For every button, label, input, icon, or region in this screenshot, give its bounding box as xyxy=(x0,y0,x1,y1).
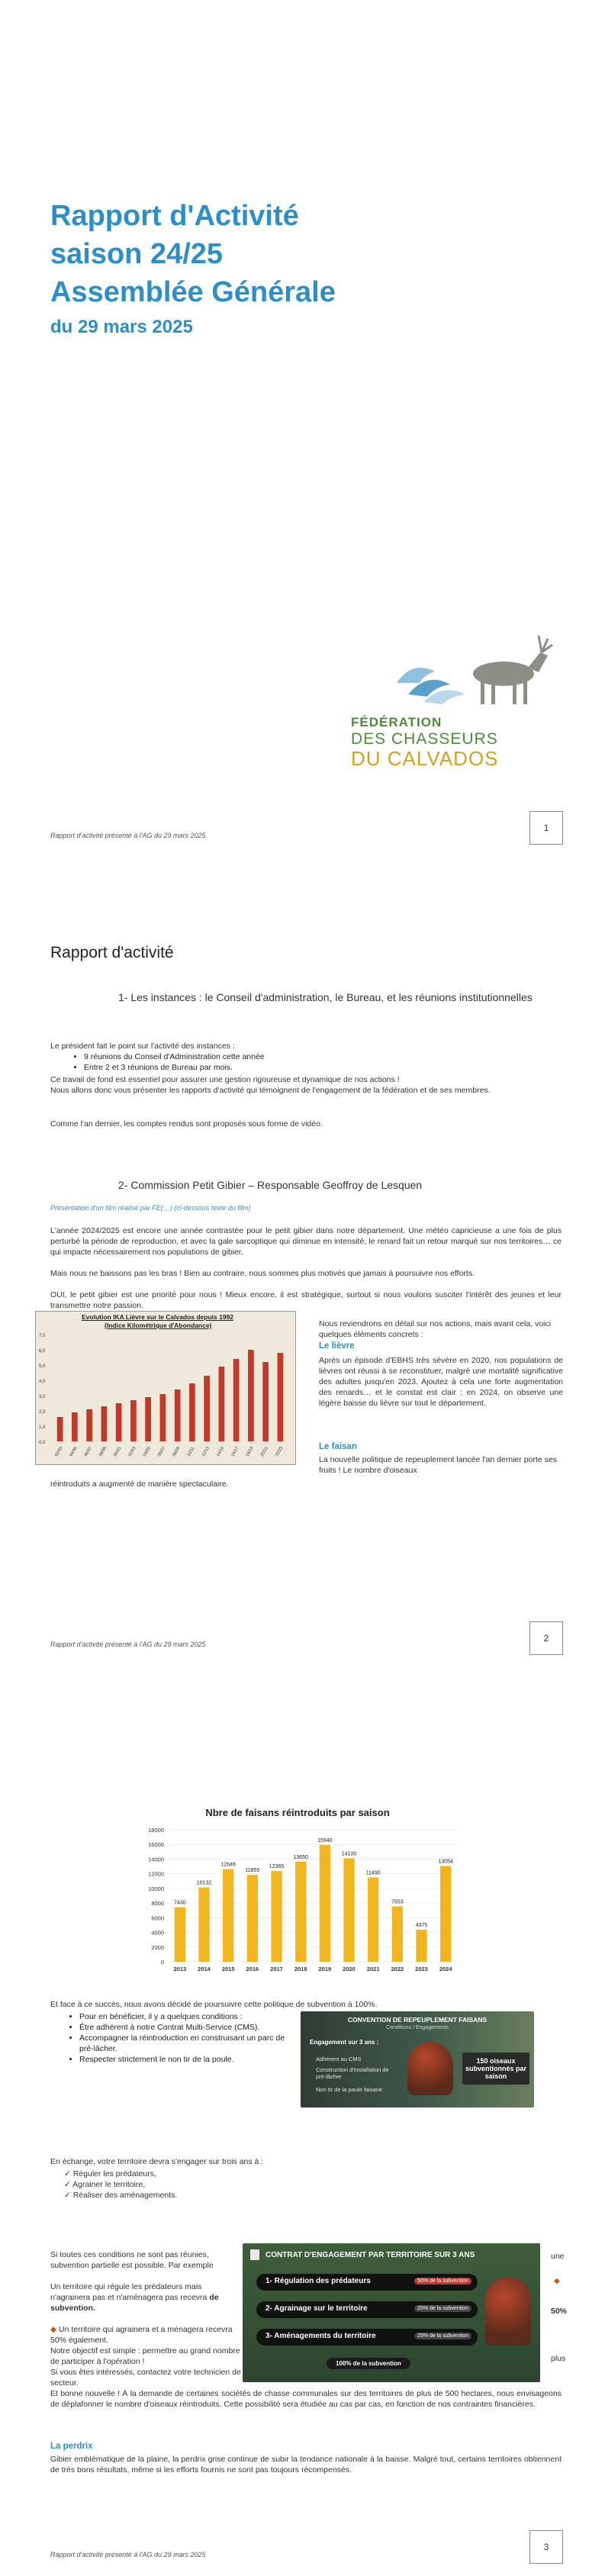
faisan-x-tick: 2017 xyxy=(270,1966,283,1972)
faisan-x-tick: 2021 xyxy=(366,1966,380,1972)
faisan-bar xyxy=(175,1908,185,1962)
faisan-y-tick: 4000 xyxy=(151,1929,164,1937)
conditions-list xyxy=(64,2011,293,2065)
faisan-y-tick: 2000 xyxy=(151,1943,164,1951)
cover-title-line3: Assemblée Générale xyxy=(50,276,336,308)
faisan-bar xyxy=(416,1930,426,1962)
ika-y-tick: 0,0 xyxy=(39,1441,46,1445)
faisan-y-tick: 8000 xyxy=(151,1900,164,1908)
card1-title: CONVENTION DE REPEUPLEMENT FAISANS xyxy=(347,2016,488,2024)
pheasant-image xyxy=(407,2042,453,2095)
ika-bar xyxy=(130,1400,137,1441)
card1-item: Construction d'installation de pré-lâcher xyxy=(316,2066,389,2080)
faisan-data-label: 15940 xyxy=(317,1837,333,1843)
section1-title: 1- Les instances : le Conseil d'administration, le Bureau, et les réunions institutionnelles xyxy=(118,991,533,1003)
ika-x-tick: 10/11 xyxy=(186,1446,196,1457)
right-fragment: 50% xyxy=(551,2307,568,2316)
cover-date: du 29 mars 2025 xyxy=(50,317,193,337)
ika-bar xyxy=(248,1350,254,1441)
deer-bird-logo-icon xyxy=(351,630,565,706)
ika-x-tick: 22/23 xyxy=(275,1446,285,1457)
commitment-intro: En échange, votre territoire devra s'engager sur trois ans à : xyxy=(50,2157,264,2166)
ika-chart-svg xyxy=(36,1312,295,1464)
page-number-1: 1 xyxy=(529,811,563,845)
section1-para1: Ce travail de fond est essentiel pour assurer une gestion rigoureuse et dynamique de nos actions ! xyxy=(50,1075,400,1084)
list-item: • Respecter strictement le non tir de la poule. xyxy=(79,2054,293,2065)
ika-x-tick: 06/07 xyxy=(157,1446,167,1457)
ika-y-tick: 2,0 xyxy=(39,1410,46,1415)
faisan-para-cont: réintroduits a augmenté de manière spectaculaire. xyxy=(50,1480,229,1489)
faisan-x-tick: 2024 xyxy=(439,1966,452,1972)
ika-chart xyxy=(35,1311,296,1465)
faisan-y-tick: 0 xyxy=(160,1959,164,1966)
faisan-bar xyxy=(392,1906,403,1962)
convention-card xyxy=(301,2011,534,2107)
ika-x-tick: 12/13 xyxy=(201,1446,211,1457)
faisan-bar xyxy=(343,1858,354,1962)
card2-row-pct: 25% de la subvention xyxy=(414,2333,471,2339)
list-item: ✓ Agrainer le territoire, xyxy=(64,2180,146,2189)
faisan-x-tick: 2016 xyxy=(246,1966,259,1972)
faisan-data-label: 7553 xyxy=(391,1899,404,1905)
logo-line3: DU CALVADOS xyxy=(351,747,499,770)
ika-bar xyxy=(278,1353,284,1441)
faisan-data-label: 13650 xyxy=(293,1854,308,1860)
card2-row-label: 3- Aménagements du territoire xyxy=(265,2332,376,2340)
card1-subtitle: Conditions / Engagements xyxy=(385,2025,449,2030)
federation-logo xyxy=(351,630,565,770)
page-number-2: 2 xyxy=(529,1621,563,1655)
faisan-bar xyxy=(223,1869,233,1962)
logo-line2: DES CHASSEURS xyxy=(351,730,498,748)
para-after-chart: Et face à ce succès, nous avons décidé de poursuivre cette politique de subvention à 100%. xyxy=(50,2000,378,2009)
list-item: • Accompagner la réintroduction en construisant un parc de pré-lâcher. xyxy=(79,2033,293,2054)
ika-bar xyxy=(175,1389,181,1441)
section1-bullets xyxy=(67,1051,265,1073)
faisan-data-label: 4375 xyxy=(415,1922,428,1928)
faisan-bar xyxy=(295,1862,306,1962)
ika-y-tick: 3,0 xyxy=(39,1395,46,1399)
ika-x-tick: 98/99 xyxy=(98,1446,108,1457)
ika-x-tick: 96/97 xyxy=(83,1446,93,1457)
pheasant-image xyxy=(485,2277,531,2346)
card2-title: CONTRAT D'ENGAGEMENT PAR TERRITOIRE SUR 3 ANS xyxy=(265,2251,475,2259)
ika-chart-title-line1: Evolution IKA Lièvre sur le Calvados depuis 1992 xyxy=(82,1313,234,1321)
faisan-y-tick: 10000 xyxy=(148,1885,164,1892)
page-number-3: 3 xyxy=(529,2530,563,2564)
cover-title-line2: saison 24/25 xyxy=(50,238,224,270)
section2-caption: Présentation d'un film réalisé par FE(…) (ci-dessous texte du film) xyxy=(50,1204,251,1212)
ika-bar xyxy=(145,1397,151,1441)
card2-row-label: 1- Régulation des prédateurs xyxy=(265,2277,371,2285)
faisan-x-tick: 2015 xyxy=(221,1966,235,1972)
ika-bar xyxy=(72,1412,78,1441)
faisan-y-tick: 18000 xyxy=(148,1827,164,1834)
section1-para3: Comme l'an dernier, les comptes rendus sont proposés sous forme de vidéo. xyxy=(50,1119,323,1129)
ika-x-tick: 92/93 xyxy=(54,1446,64,1457)
ika-x-tick: 08/09 xyxy=(172,1446,182,1457)
section1-intro: Le président fait le point sur l'activité des instances : xyxy=(50,1042,235,1051)
section2-title: 2- Commission Petit Gibier – Responsable Geoffroy de Lesquen xyxy=(118,1179,423,1191)
faisan-y-tick: 12000 xyxy=(148,1870,164,1878)
lievre-para: Après un épisode d'EBHS très sévère en 2020, nos populations de lièvres ont réussi à se reconstituer, malgré une mortalité significative des adultes jusqu'en 2023. Ajoutez à cela une forte augmentation des renards… et le constat est clair : en 2024, on observe une légère baisse du lièvre sur tout le département. xyxy=(319,1356,563,1408)
ika-bar xyxy=(116,1403,122,1441)
ika-bar xyxy=(57,1417,63,1441)
faisan-data-label: 10132 xyxy=(196,1880,212,1886)
card2-row-pct: 25% de la subvention xyxy=(414,2305,471,2312)
card1-item: Non tir de la poule faisane xyxy=(316,2086,383,2093)
faisan-x-tick: 2013 xyxy=(173,1966,187,1972)
perdrix-heading: La perdrix xyxy=(50,2442,93,2451)
faisan-y-tick: 16000 xyxy=(148,1841,164,1849)
page2-heading: Rapport d'activité xyxy=(50,944,174,961)
partial-para2: Un territoire qui régule les prédateurs mais n'agrainera pas et n'aménagera pas recevra de subvention. xyxy=(50,2282,219,2313)
section1-para2: Nous allons donc vous présenter les rapports d'activité qui témoignent de l'engagement de la fédération et de ses membres. xyxy=(50,1086,491,1095)
ika-y-tick: 7,0 xyxy=(39,1334,46,1338)
card1-badge: 150 oiseaux subventionnés par saison xyxy=(462,2053,529,2085)
perdrix-para: Gibier emblématique de la plaine, la perdrix grise continue de subir la tendance nationale à la baisse. Malgré tout, certains territoires obtiennent de très bons résultats, même si les efforts fournis ne sont pas toujours récompensés. xyxy=(50,2455,562,2475)
faisan-data-label: 11855 xyxy=(245,1868,260,1874)
card2-row xyxy=(256,2329,478,2346)
ika-y-tick: 6,0 xyxy=(39,1349,46,1354)
ika-x-tick: 20/21 xyxy=(259,1446,269,1457)
faisan-bar xyxy=(368,1878,378,1962)
ika-bar xyxy=(101,1406,108,1441)
right-fragment: une xyxy=(551,2252,565,2261)
faisan-x-tick: 2023 xyxy=(415,1966,428,1972)
faisan-x-tick: 2022 xyxy=(391,1966,404,1972)
faisan-bar xyxy=(198,1888,209,1962)
faisan-data-label: 13054 xyxy=(438,1859,453,1865)
ika-bar xyxy=(262,1362,269,1441)
ika-bar xyxy=(204,1376,210,1441)
section2-para3: OUI, le petit gibier est une priorité pour nous ! Mieux encore, il est stratégique, surtout si nous voulons susciter l'intérêt des jeunes et leur transmettre notre passion. xyxy=(50,1290,562,1310)
ika-x-tick: 04/05 xyxy=(142,1446,152,1457)
right-fragment: plus xyxy=(551,2354,566,2363)
faisan-bar xyxy=(440,1866,451,1962)
section2-para2: Mais nous ne baissons pas les bras ! Bien au contraire, nous sommes plus motivés que jamais à poursuivre nos efforts. xyxy=(50,1269,475,1278)
ika-y-tick: 4,0 xyxy=(39,1380,46,1384)
card1-header: Engagement sur 3 ans : xyxy=(310,2039,379,2046)
section2-right-para: Nous reviendrons en détail sur nos actions, mais avant cela, voici quelques éléments concrets : xyxy=(319,1319,552,1339)
faisan-x-tick: 2014 xyxy=(198,1966,211,1972)
ika-x-tick: 14/15 xyxy=(216,1446,226,1457)
lievre-heading: Le lièvre xyxy=(319,1341,355,1351)
check-icon: ✓ xyxy=(64,2191,73,2200)
check-icon: ✓ xyxy=(64,2180,73,2189)
faisan-bar xyxy=(320,1845,330,1962)
partial-para1: Si toutes ces conditions ne sont pas réunies, subvention partielle est possible. Par exemple xyxy=(50,2250,214,2270)
faisan-x-tick: 2018 xyxy=(294,1966,307,1972)
faisan-bar xyxy=(271,1871,282,1962)
faisan-bar xyxy=(247,1875,258,1962)
ika-x-tick: 94/95 xyxy=(69,1446,79,1457)
faisan-y-tick: 14000 xyxy=(148,1856,164,1863)
faisan-chart xyxy=(130,1807,465,1982)
card2-row xyxy=(256,2301,478,2318)
ika-bar xyxy=(233,1359,240,1441)
logo-line1: FÉDÉRATION xyxy=(351,715,442,729)
card2-row xyxy=(256,2274,478,2291)
commitments-list xyxy=(64,2169,177,2201)
contract-card xyxy=(243,2243,540,2382)
ika-x-tick: 00/01 xyxy=(113,1446,123,1457)
faisan-chart-title: Nbre de faisans réintroduits par saison xyxy=(205,1807,390,1818)
faisan-data-label: 12646 xyxy=(220,1862,236,1868)
faisan-para: La nouvelle politique de repeuplement lancée l'an dernier porte ses fruits ! Le nombre d'oiseaux xyxy=(319,1455,557,1475)
list-item: • 9 réunions du Conseil d'Administration cette année xyxy=(84,1051,265,1062)
diamond-icon: ◆ xyxy=(554,2277,560,2285)
ika-bar xyxy=(86,1409,92,1441)
faisan-data-label: 14100 xyxy=(341,1851,357,1857)
card2-total: 100% de la subvention xyxy=(327,2358,410,2369)
ika-x-tick: 16/17 xyxy=(230,1446,240,1457)
faisan-data-label: 11490 xyxy=(365,1870,381,1876)
cover-title-line1: Rapport d'Activité xyxy=(50,200,299,232)
section2-para1: L'année 2024/2025 est encore une année contrastée pour le petit gibier dans notre département. Une météo capricieuse a une fois de plus perturbé la période de reproduction, et avec la gale sarcoptique qui diminue en intensité, le renard fait un retour marqué sur nos territoires… ce qui impacte nécessairement nos populations de gibier. xyxy=(50,1226,562,1257)
good-news-para: Et bonne nouvelle ! À la demande de certaines sociétés de chasse communales sur des territoires de plus de 500 hectares, nous envisageons de déplafonner le nombre d'oiseaux réintroduits. Cette possibilité sera étudiée au cas par cas, en fonction de nos contraintes financières. xyxy=(50,2389,562,2409)
partial-para5: Si vous êtes intéressés, contactez votre technicien de secteur. xyxy=(50,2368,241,2388)
ika-bar xyxy=(160,1394,166,1441)
ika-bar xyxy=(219,1367,225,1441)
faisan-data-label: 12365 xyxy=(269,1864,285,1870)
faisan-chart-svg xyxy=(130,1821,465,1985)
faisan-y-tick: 6000 xyxy=(151,1914,164,1922)
list-item: ✓ Réguler les prédateurs, xyxy=(64,2169,156,2178)
diamond-icon: ◆ xyxy=(50,2325,59,2334)
ika-x-tick: 02/03 xyxy=(127,1446,137,1457)
ika-y-tick: 5,0 xyxy=(39,1364,46,1369)
list-item: • Pour en bénéficier, il y a quelques conditions : xyxy=(79,2011,293,2022)
card1-item: Adhérent au CMS xyxy=(316,2056,362,2062)
footer-page1: Rapport d'activité présenté à l'AG du 29 mars 2025 xyxy=(50,832,206,839)
document-icon xyxy=(250,2249,259,2260)
list-item: • Entre 2 et 3 réunions de Bureau par mois. xyxy=(84,1062,265,1073)
faisan-heading: Le faisan xyxy=(319,1442,357,1451)
card2-row-pct: 50% de la subvention xyxy=(414,2278,471,2285)
partial-para4: Notre objectif est simple : permettre au grand nombre de participer à l'opération ! xyxy=(50,2346,240,2366)
faisan-x-tick: 2019 xyxy=(318,1966,332,1972)
partial-para3: ◆ Un territoire qui agrainera et a ménagera recevra 50% également. xyxy=(50,2325,233,2345)
list-item: • Être adhérent à notre Contrat Multi-Service (CMS). xyxy=(79,2022,293,2033)
ika-bar xyxy=(189,1383,195,1441)
check-icon: ✓ xyxy=(64,2169,73,2178)
list-item: ✓ Réaliser des aménagements. xyxy=(64,2191,178,2200)
ika-chart-title-line2: (Indice Kilométrique d'Abondance) xyxy=(105,1322,212,1329)
ika-y-tick: 1,0 xyxy=(39,1425,46,1430)
faisan-data-label: 7430 xyxy=(174,1900,186,1906)
footer-page3: Rapport d'activité présenté à l'AG du 29 mars 2025 xyxy=(50,2551,206,2558)
footer-page2: Rapport d'activité présenté à l'AG du 29 mars 2025 xyxy=(50,1641,206,1648)
faisan-x-tick: 2020 xyxy=(343,1966,356,1972)
ika-x-tick: 18/19 xyxy=(245,1446,255,1457)
card2-row-label: 2- Agrainage sur le territoire xyxy=(265,2304,368,2313)
